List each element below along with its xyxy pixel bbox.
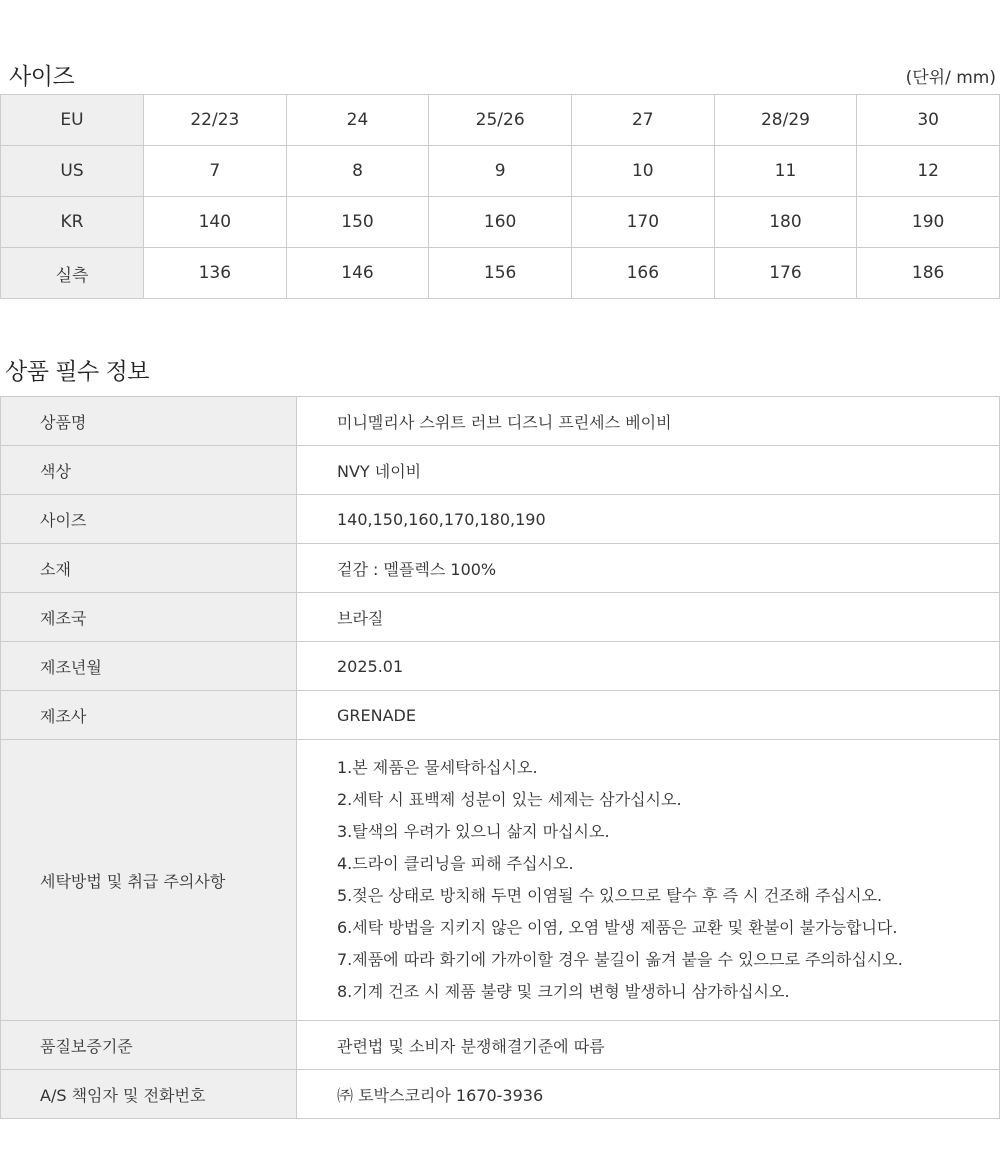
size-cell: 166 <box>571 248 714 299</box>
care-instruction: 8.기계 건조 시 제품 불량 및 크기의 변형 발생하니 삼가하십시오. <box>337 982 790 1001</box>
size-cell: 10 <box>571 146 714 197</box>
size-row-measured <box>1 248 1000 299</box>
info-label: 품질보증기준 <box>1 1021 297 1070</box>
size-cell: 146 <box>286 248 429 299</box>
info-value <box>297 740 1000 1021</box>
size-row-label: EU <box>1 95 144 146</box>
size-row-eu <box>1 95 1000 146</box>
size-row-label: US <box>1 146 144 197</box>
care-instruction: 5.젖은 상태로 방치해 두면 이염될 수 있으므로 탈수 후 즉 시 건조해 주십시오. <box>337 886 883 905</box>
info-row-size <box>1 495 1000 544</box>
info-label: A/S 책임자 및 전화번호 <box>1 1070 297 1119</box>
product-info-title: 상품 필수 정보 <box>5 359 149 385</box>
care-instruction: 7.제품에 따라 화기에 가까이할 경우 불길이 옮겨 붙을 수 있으므로 주의하십시오. <box>337 950 903 969</box>
care-instruction: 6.세탁 방법을 지키지 않은 이염, 오염 발생 제품은 교환 및 환불이 불가능합니다. <box>337 918 898 937</box>
size-cell: 11 <box>714 146 857 197</box>
info-label: 사이즈 <box>1 495 297 544</box>
info-label: 제조국 <box>1 593 297 642</box>
care-instruction: 1.본 제품은 물세탁하십시오. <box>337 758 538 777</box>
care-instruction: 2.세탁 시 표백제 성분이 있는 세제는 삼가십시오. <box>337 790 682 809</box>
size-cell: 186 <box>857 248 1000 299</box>
size-cell: 30 <box>857 95 1000 146</box>
info-row-care <box>1 740 1000 1021</box>
care-instructions-list <box>337 752 999 1008</box>
size-cell: 190 <box>857 197 1000 248</box>
size-cell: 25/26 <box>429 95 572 146</box>
size-cell: 180 <box>714 197 857 248</box>
info-row-country <box>1 593 1000 642</box>
info-value: 미니멜리사 스위트 러브 디즈니 프린세스 베이비 <box>297 397 1000 446</box>
info-value: GRENADE <box>297 691 1000 740</box>
size-row-us <box>1 146 1000 197</box>
info-value: NVY 네이비 <box>297 446 1000 495</box>
info-row-quality <box>1 1021 1000 1070</box>
info-label: 상품명 <box>1 397 297 446</box>
size-cell: 7 <box>144 146 287 197</box>
product-info-table <box>0 396 1000 1119</box>
info-label: 소재 <box>1 544 297 593</box>
size-cell: 12 <box>857 146 1000 197</box>
info-value: 브라질 <box>297 593 1000 642</box>
size-cell: 24 <box>286 95 429 146</box>
size-row-label: 실측 <box>1 248 144 299</box>
info-row-manufacturer <box>1 691 1000 740</box>
info-value: 140,150,160,170,180,190 <box>297 495 1000 544</box>
info-label: 세탁방법 및 취급 주의사항 <box>1 740 297 1021</box>
info-value: 2025.01 <box>297 642 1000 691</box>
size-chart-title: 사이즈 <box>9 64 75 90</box>
size-cell: 156 <box>429 248 572 299</box>
size-cell: 8 <box>286 146 429 197</box>
care-instruction: 4.드라이 클리닝을 피해 주십시오. <box>337 854 574 873</box>
info-row-manufacture-date <box>1 642 1000 691</box>
size-chart-header <box>0 56 1000 92</box>
size-cell: 27 <box>571 95 714 146</box>
info-value: 관련법 및 소비자 분쟁해결기준에 따름 <box>297 1021 1000 1070</box>
info-label: 제조사 <box>1 691 297 740</box>
size-cell: 150 <box>286 197 429 248</box>
size-cell: 22/23 <box>144 95 287 146</box>
care-instruction: 3.탈색의 우려가 있으니 삶지 마십시오. <box>337 822 610 841</box>
size-row-label: KR <box>1 197 144 248</box>
info-label: 제조년월 <box>1 642 297 691</box>
info-row-color <box>1 446 1000 495</box>
size-cell: 140 <box>144 197 287 248</box>
size-cell: 9 <box>429 146 572 197</box>
size-cell: 136 <box>144 248 287 299</box>
size-cell: 170 <box>571 197 714 248</box>
info-row-as-contact <box>1 1070 1000 1119</box>
size-cell: 160 <box>429 197 572 248</box>
info-value: 겉감 : 멜플렉스 100% <box>297 544 1000 593</box>
size-cell: 28/29 <box>714 95 857 146</box>
size-chart-unit: (단위/ mm) <box>905 68 996 88</box>
size-chart-table <box>0 94 1000 299</box>
info-row-material <box>1 544 1000 593</box>
size-cell: 176 <box>714 248 857 299</box>
size-row-kr <box>1 197 1000 248</box>
info-row-product-name <box>1 397 1000 446</box>
info-value: ㈜ 토박스코리아 1670-3936 <box>297 1070 1000 1119</box>
info-label: 색상 <box>1 446 297 495</box>
